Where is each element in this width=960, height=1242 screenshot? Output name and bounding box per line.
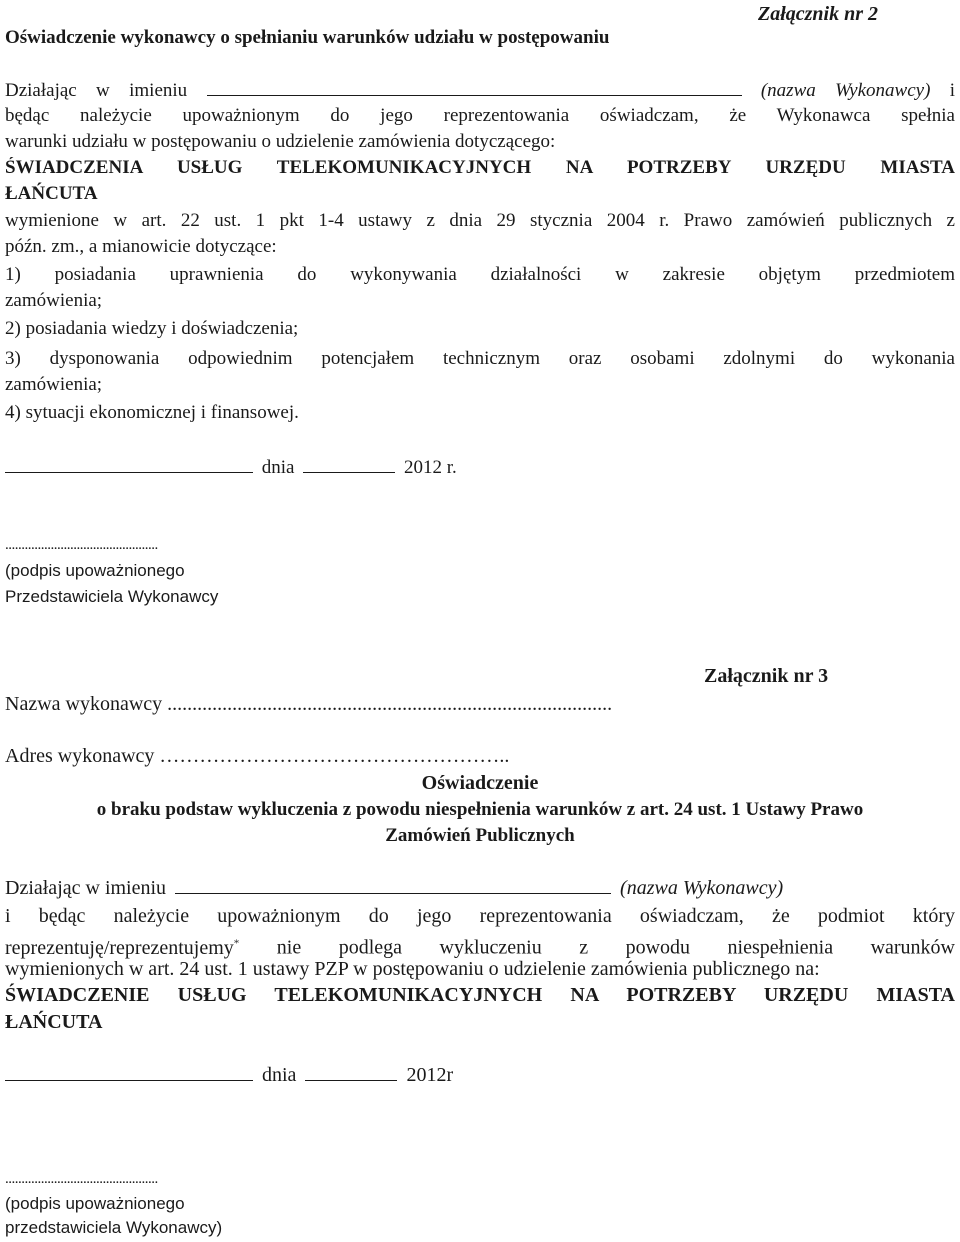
law-reference-line-2: późn. zm., a mianowicie dotyczące: <box>5 236 277 257</box>
date-place-line-2 <box>5 1063 453 1087</box>
statement-body-line-2 <box>5 931 955 960</box>
statement-body-line-3: wymienionych w art. 24 ust. 1 ustawy PZP w postępowaniu o udzielenie zamówienia publicznego na: <box>5 958 820 980</box>
date-year-label-2: 2012r <box>406 1064 454 1086</box>
acting-on-behalf-line-2 <box>5 876 783 900</box>
condition-item-1-line-1: 1) posiadania uprawnienia do wykonywania działalności w zakresie objętym przedmiotem <box>5 264 955 285</box>
contractor-name-hint: (nazwa Wykonawcy) <box>760 80 931 101</box>
acting-suffix-end: i <box>949 80 955 101</box>
subject-line-1: ŚWIADCZENIA USŁUG TELEKOMUNIKACYJNYCH NA POTRZEBY URZĘDU MIASTA <box>5 157 955 178</box>
declaration-line-3: warunki udziału w postępowaniu o udzielenie zamówienia dotyczącego: <box>5 131 556 152</box>
declaration-line-2: będąc należycie upoważnionym do jego reprezentowania oświadczam, że Wykonawca spełnia <box>5 105 955 126</box>
contractor-name-blank[interactable] <box>207 79 742 96</box>
contractor-name-hint-2: (nazwa Wykonawcy) <box>620 877 784 899</box>
signature-caption-line-3: (podpis upoważnionego <box>5 1194 185 1213</box>
subject-line-4: ŁAŃCUTA <box>5 1011 103 1033</box>
acting-on-behalf-line <box>5 79 955 102</box>
condition-item-2: 2) posiadania wiedzy i doświadczenia; <box>5 318 299 339</box>
date-place-line <box>5 456 457 479</box>
not-excluded-text: nie podlega wykluczeniu z powodu niespełnienia warunków <box>276 936 955 959</box>
condition-item-3-line-1: 3) dysponowania odpowiednim potencjałem technicznym oraz osobami zdolnymi do wykonania <box>5 348 955 369</box>
statement-body-line-1: i będąc należycie upoważnionym do jego reprezentowania oświadczam, że podmiot który <box>5 905 955 927</box>
condition-item-1-line-2: zamówienia; <box>5 290 103 311</box>
subject-line-3: ŚWIADCZENIE USŁUG TELEKOMUNIKACYJNYCH NA POTRZEBY URZĘDU MIASTA <box>5 984 955 1006</box>
annex-3-label: Załącznik nr 3 <box>704 665 829 687</box>
condition-item-3-line-2: zamówienia; <box>5 374 103 395</box>
date-year-label: 2012 r. <box>403 457 457 478</box>
contractor-address-line[interactable]: Adres wykonawcy …………………………………………….. <box>5 745 510 767</box>
day-blank-2[interactable] <box>305 1064 397 1081</box>
condition-item-4: 4) sytuacji ekonomicznej i finansowej. <box>5 402 299 423</box>
date-dnia-label-2: dnia <box>262 1064 297 1086</box>
place-blank-2[interactable] <box>5 1064 253 1081</box>
annex-2-title: Oświadczenie wykonawcy o spełnianiu warunków udziału w postępowaniu <box>5 27 610 48</box>
signature-caption-line-2: Przedstawiciela Wykonawcy <box>5 587 219 606</box>
acting-prefix: Działając w imieniu <box>5 80 188 101</box>
date-dnia-label: dnia <box>261 457 295 478</box>
represent-text: reprezentuję/reprezentujemy <box>5 936 234 959</box>
contractor-name-blank-2[interactable] <box>175 877 611 894</box>
statement-subheading-line-2: Zamówień Publicznych <box>385 825 575 846</box>
statement-subheading-line-1: o braku podstaw wykluczenia z powodu niespełnienia warunków z art. 24 ust. 1 Ustawy Prawo <box>96 799 864 820</box>
signature-caption-line-1: (podpis upoważnionego <box>5 561 185 580</box>
contractor-name-line[interactable]: Nazwa wykonawcy ......................................................................................... <box>5 693 613 715</box>
day-blank[interactable] <box>303 456 395 473</box>
statement-heading: Oświadczenie <box>421 772 539 794</box>
footnote-star: * <box>233 937 240 949</box>
place-blank[interactable] <box>5 456 253 473</box>
signature-dots-2: ............................................... <box>5 1171 158 1187</box>
subject-line-2: ŁAŃCUTA <box>5 183 98 204</box>
signature-dots: ............................................... <box>5 537 158 553</box>
signature-caption-line-4: przedstawiciela Wykonawcy) <box>5 1218 223 1237</box>
annex-2-label: Załącznik nr 2 <box>758 3 879 25</box>
acting-prefix-2: Działając w imieniu <box>5 877 167 899</box>
law-reference-line-1: wymienione w art. 22 ust. 1 pkt 1-4 ustawy z dnia 29 stycznia 2004 r. Prawo zamówień publicznych z <box>5 210 955 231</box>
